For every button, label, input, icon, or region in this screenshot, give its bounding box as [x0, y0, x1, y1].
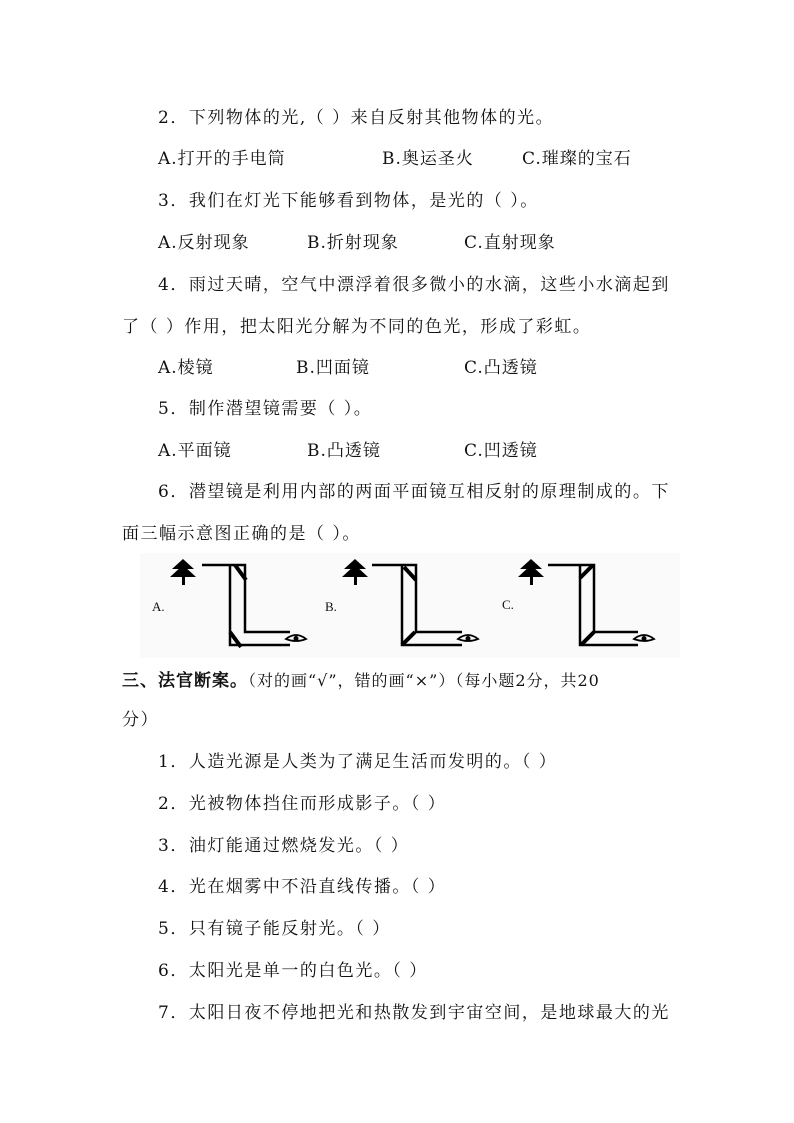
q4-option-a: A.棱镜: [158, 358, 214, 378]
s3-item-5: 5．只有镜子能反射光。（ ）: [158, 919, 391, 939]
eye-icon: [286, 635, 306, 641]
periscope-figure: [140, 553, 680, 658]
q6-stem-line2: 面三幅示意图正确的是（ ）。: [122, 524, 361, 544]
q6-stem-line1: 6．潜望镜是利用内部的两面平面镜互相反射的原理制成的。下: [158, 482, 670, 502]
section3-heading: [122, 670, 600, 692]
eye-icon: [458, 635, 478, 641]
q4-stem-line1: 4．雨过天晴，空气中漂浮着很多微小的水滴，这些小水滴起到: [158, 275, 670, 295]
s3-item-2: 2．光被物体挡住而形成影子。（ ）: [158, 794, 447, 814]
figure-label-a: A.: [152, 599, 165, 614]
tree-icon: [518, 559, 544, 585]
section3-instructions-cont: 分）: [122, 710, 159, 730]
q2-option-b: B.奥运圣火: [382, 149, 474, 169]
q3-option-a: A.反射现象: [158, 233, 250, 253]
section3-title: 三、法官断案。: [122, 671, 248, 691]
q4-option-b: B.凹面镜: [296, 358, 370, 378]
q2-option-a: A.打开的手电筒: [158, 149, 286, 169]
q2-stem: 2．下列物体的光,（ ）来自反射其他物体的光。: [158, 108, 555, 128]
q5-option-a: A.平面镜: [158, 441, 232, 461]
q3-stem: 3．我们在灯光下能够看到物体，是光的（ ）。: [158, 191, 539, 211]
q3-option-c: C.直射现象: [464, 233, 556, 253]
s3-item-3: 3．油灯能通过燃烧发光。（ ）: [158, 836, 410, 856]
s3-item-1: 1．人造光源是人类为了满足生活而发明的。（ ）: [158, 752, 558, 772]
q3-option-b: B.折射现象: [307, 233, 399, 253]
eye-icon: [634, 635, 654, 641]
periscope-diagram-c: [518, 559, 654, 645]
q5-option-c: C.凹透镜: [464, 441, 538, 461]
periscope-diagram-b: [342, 559, 478, 645]
q2-option-c: C.璀璨的宝石: [522, 149, 632, 169]
s3-item-7: 7．太阳日夜不停地把光和热散发到宇宙空间，是地球最大的光: [158, 1003, 670, 1023]
figure-label-c: C.: [502, 597, 514, 612]
periscope-diagrams: [140, 553, 680, 658]
tree-icon: [342, 559, 368, 585]
figure-label-b: B.: [325, 599, 337, 614]
s3-item-6: 6．太阳光是单一的白色光。（ ）: [158, 961, 428, 981]
q4-stem-line2: 了（ ）作用，把太阳光分解为不同的色光，形成了彩虹。: [122, 317, 592, 337]
periscope-diagram-a: [170, 559, 306, 647]
q4-option-c: C.凸透镜: [464, 358, 538, 378]
section3-instructions: （对的画“√”，错的画“×”）（每小题2分，共20: [248, 671, 600, 690]
s3-item-4: 4．光在烟雾中不沿直线传播。（ ）: [158, 877, 447, 897]
q5-stem: 5．制作潜望镜需要（ ）。: [158, 399, 373, 419]
tree-icon: [170, 559, 196, 585]
q5-option-b: B.凸透镜: [307, 441, 381, 461]
